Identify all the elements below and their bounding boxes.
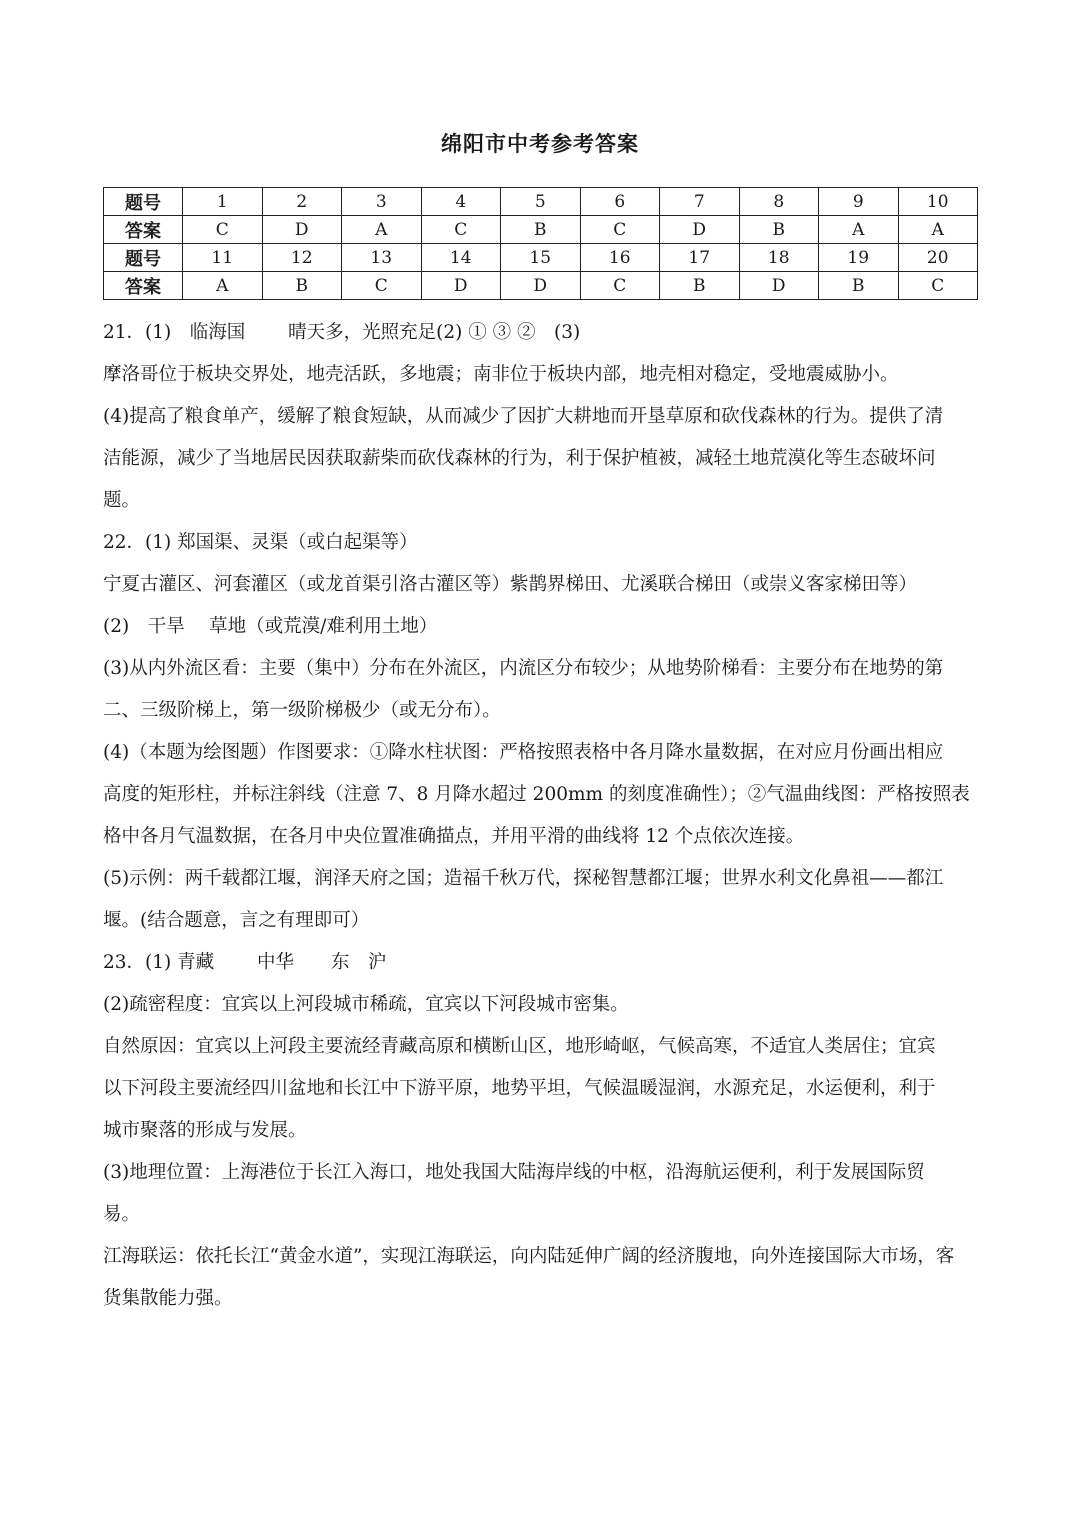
table-cell: 19 — [819, 244, 899, 272]
table-cell: 11 — [183, 244, 263, 272]
row-label-answer: 答案 — [104, 272, 183, 300]
table-row — [104, 272, 978, 300]
answer-23-line-5: 城市聚落的形成与发展。 — [103, 1120, 307, 1141]
table-cell: A — [342, 216, 422, 244]
answer-23-line-4: 以下河段主要流经四川盆地和长江中下游平原，地势平坦，气候温暖湿润，水源充足，水运便利，利于 — [103, 1078, 936, 1099]
answer-body — [103, 312, 983, 1320]
table-row — [104, 216, 978, 244]
answer-22-line-7: 高度的矩形柱，并标注斜线（注意 7、8 月降水超过 200mm 的刻度准确性）；②气温曲线图：严格按照表 — [103, 784, 970, 805]
table-row — [104, 188, 978, 216]
table-cell: 20 — [898, 244, 978, 272]
table-cell: 5 — [501, 188, 581, 216]
row-label-number: 题号 — [104, 188, 183, 216]
table-cell: C — [898, 272, 978, 300]
table-cell: A — [183, 272, 263, 300]
table-cell: 6 — [580, 188, 660, 216]
table-cell: D — [421, 272, 501, 300]
page-title: 绵阳市中考参考答案 — [441, 131, 639, 156]
table-cell: 9 — [819, 188, 899, 216]
row-label-answer: 答案 — [104, 216, 183, 244]
table-row — [104, 244, 978, 272]
answer-23-line-7: 易。 — [103, 1204, 141, 1225]
table-cell: 4 — [421, 188, 501, 216]
answer-22-line-2: 宁夏古灌区、河套灌区（或龙首渠引洛古灌区等）紫鹊界梯田、尤溪联合梯田（或崇义客家梯田等） — [103, 574, 918, 595]
answer-23-line-9: 货集散能力强。 — [103, 1288, 233, 1309]
answer-21-line-1: 21．(1) 临海国 晴天多，光照充足(2) ① ③ ② (3) — [103, 322, 581, 343]
table-cell: 12 — [262, 244, 342, 272]
answer-22-line-6: (4)（本题为绘图题）作图要求：①降水柱状图：严格按照表格中各月降水量数据，在对应月份画出相应 — [103, 742, 944, 763]
table-cell: D — [739, 272, 819, 300]
table-cell: 16 — [580, 244, 660, 272]
answer-23-line-3: 自然原因：宜宾以上河段主要流经青藏高原和横断山区，地形崎岖，气候高寒，不适宜人类居住；宜宾 — [103, 1036, 936, 1057]
answer-23-line-6: (3)地理位置：上海港位于长江入海口，地处我国大陆海岸线的中枢，沿海航运便利，利于发展国际贸 — [103, 1162, 925, 1183]
table-cell: D — [262, 216, 342, 244]
table-cell: A — [819, 216, 899, 244]
table-cell: 7 — [660, 188, 740, 216]
table-cell: 2 — [262, 188, 342, 216]
answer-21-line-2: 摩洛哥位于板块交界处，地壳活跃，多地震；南非位于板块内部，地壳相对稳定，受地震威胁小。 — [103, 364, 899, 385]
table-cell: B — [819, 272, 899, 300]
table-cell: 15 — [501, 244, 581, 272]
answer-table — [103, 187, 978, 300]
answer-22-line-4: (3)从内外流区看：主要（集中）分布在外流区，内流区分布较少；从地势阶梯看：主要分布在地势的第 — [103, 658, 944, 679]
table-cell: D — [501, 272, 581, 300]
answer-22-line-1: 22．(1) 郑国渠、灵渠（或白起渠等） — [103, 532, 418, 553]
answer-21-line-4: 洁能源，减少了当地居民因获取薪柴而砍伐森林的行为，利于保护植被，减轻土地荒漠化等生态破坏问 — [103, 448, 936, 469]
answer-22-line-9: (5)示例：两千载都江堰，润泽天府之国；造福千秋万代，探秘智慧都江堰；世界水利文化鼻祖——都江 — [103, 868, 944, 889]
table-cell: B — [262, 272, 342, 300]
answer-23-line-1: 23．(1) 青藏 中华 东 沪 — [103, 952, 387, 973]
answer-22-line-10: 堰。(结合题意，言之有理即可） — [103, 910, 370, 931]
table-cell: C — [580, 216, 660, 244]
table-cell: 10 — [898, 188, 978, 216]
answer-23-line-2: (2)疏密程度：宜宾以上河段城市稀疏，宜宾以下河段城市密集。 — [103, 994, 629, 1015]
table-cell: C — [342, 272, 422, 300]
table-cell: 3 — [342, 188, 422, 216]
table-cell: 8 — [739, 188, 819, 216]
answer-22-line-5: 二、三级阶梯上，第一级阶梯极少（或无分布）。 — [103, 700, 501, 721]
table-cell: A — [898, 216, 978, 244]
answer-21-line-5: 题。 — [103, 490, 141, 511]
table-cell: 17 — [660, 244, 740, 272]
table-cell: C — [421, 216, 501, 244]
answer-22-line-8: 格中各月气温数据，在各月中央位置准确描点，并用平滑的曲线将 12 个点依次连接。 — [103, 826, 805, 847]
table-cell: B — [660, 272, 740, 300]
row-label-number: 题号 — [104, 244, 183, 272]
answer-23-line-8: 江海联运：依托长江“黄金水道”，实现江海联运，向内陆延伸广阔的经济腹地，向外连接国际大市场，客 — [103, 1246, 955, 1267]
table-cell: D — [660, 216, 740, 244]
table-cell: 13 — [342, 244, 422, 272]
answer-22-line-3: (2) 干旱 草地（或荒漠/难利用土地） — [103, 616, 438, 637]
answer-21-line-3: (4)提高了粮食单产，缓解了粮食短缺，从而减少了因扩大耕地而开垦草原和砍伐森林的行为。提供了清 — [103, 406, 944, 427]
table-cell: 18 — [739, 244, 819, 272]
table-cell: C — [183, 216, 263, 244]
table-cell: C — [580, 272, 660, 300]
table-cell: B — [501, 216, 581, 244]
table-cell: 1 — [183, 188, 263, 216]
table-cell: B — [739, 216, 819, 244]
table-cell: 14 — [421, 244, 501, 272]
